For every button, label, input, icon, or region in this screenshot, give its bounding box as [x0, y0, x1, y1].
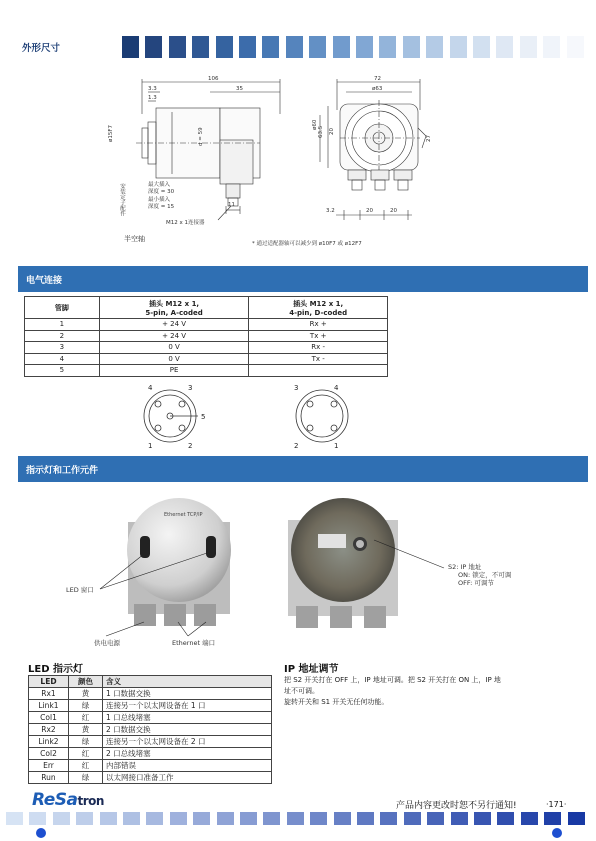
side-note-2: 深度 = 30 — [148, 189, 175, 195]
led-name: Rx1 — [29, 688, 69, 700]
footer-square — [6, 812, 23, 825]
footer-square — [76, 812, 93, 825]
logo-part-b: tron — [77, 794, 104, 808]
footer-notice: 产品内容更改时恕不另行通知! — [396, 801, 517, 811]
footer-dot-left — [36, 828, 46, 838]
header-square — [239, 36, 256, 58]
ip-line-3: 旋转开关和 S1 开关无任何功能。 — [284, 698, 389, 706]
section-electrical — [18, 266, 588, 292]
led-name: Col2 — [29, 748, 69, 760]
power-label: 供电电源 — [94, 639, 120, 647]
led-col-color: 颜色 — [69, 676, 103, 688]
logo — [32, 790, 104, 810]
led-meaning: 1 口总线堵塞 — [103, 712, 272, 724]
side-note-3: 最小插入 — [148, 197, 171, 203]
header-square — [450, 36, 467, 58]
dim-3-2: 3.2 — [326, 208, 335, 214]
pin-row — [25, 365, 388, 377]
header-square — [192, 36, 209, 58]
ip-body — [284, 675, 524, 708]
footer-square — [287, 812, 304, 825]
led-row — [29, 724, 272, 736]
footer-square — [357, 812, 374, 825]
c4-pin1: 1 — [334, 442, 339, 450]
led-row — [29, 772, 272, 784]
ethernet-label: Ethernet 端口 — [172, 639, 216, 647]
led-col-led: LED — [29, 676, 69, 688]
footer-square — [123, 812, 140, 825]
dim-27: 27 — [426, 135, 432, 142]
connector-diagrams — [140, 382, 360, 452]
header-square — [567, 36, 584, 58]
col-5pin-line2: 5-pin, A-coded — [145, 308, 203, 317]
led-meaning: 内部错误 — [103, 760, 272, 772]
ip-title: IP 地址调节 — [284, 664, 339, 675]
c4-pin3: 3 — [294, 384, 299, 392]
pin-cell: Tx + — [249, 330, 388, 342]
header-square — [216, 36, 233, 58]
footer-square — [451, 812, 468, 825]
dim-60: ø60 — [312, 119, 318, 130]
header-square — [169, 36, 186, 58]
footer-square — [240, 812, 257, 825]
led-color: 绿 — [69, 700, 103, 712]
header-square — [286, 36, 303, 58]
header-square — [356, 36, 373, 58]
led-row — [29, 748, 272, 760]
s2-note — [448, 563, 511, 587]
pin-cell: 0 V — [99, 353, 249, 365]
led-window-label: LED 窗口 — [66, 586, 94, 594]
header-square — [496, 36, 513, 58]
indicator-photos — [60, 494, 500, 654]
dim-shaft: ø15F7 — [108, 124, 114, 142]
pin-row — [25, 353, 388, 365]
led-title: LED 指示灯 — [28, 664, 83, 675]
footer-square — [544, 812, 561, 825]
dim-11: 11 — [228, 202, 235, 208]
footer-square — [521, 812, 538, 825]
c5-pin5: 5 — [201, 413, 206, 421]
section-indicators — [18, 456, 588, 482]
logo-part-a: ReSa — [32, 790, 78, 810]
connector-note: M12 x 1连接器 — [166, 220, 205, 226]
pin-cell: + 24 V — [99, 319, 249, 331]
side-note-4: 深度 = 15 — [148, 204, 175, 210]
header-square — [520, 36, 537, 58]
header-square — [262, 36, 279, 58]
led-meaning: 2 口总线堵塞 — [103, 748, 272, 760]
dim-20: 20 — [329, 128, 335, 135]
dim-20b: 20 — [390, 208, 397, 214]
led-meaning: 2 口数据交换 — [103, 724, 272, 736]
footer-square — [334, 812, 351, 825]
footer-square — [474, 812, 491, 825]
footer-square — [217, 812, 234, 825]
c5-pin3: 3 — [188, 384, 193, 392]
footer-square — [29, 812, 46, 825]
header-square — [543, 36, 560, 58]
pin-cell: 0 V — [99, 342, 249, 354]
led-color: 红 — [69, 748, 103, 760]
shaft-label: 半空轴 — [124, 235, 145, 243]
pin-cell: 1 — [25, 319, 100, 331]
led-row — [29, 736, 272, 748]
led-table — [28, 675, 272, 784]
pin-row — [25, 319, 388, 331]
led-name: Link2 — [29, 736, 69, 748]
dim-63-5: 63.5 — [318, 125, 324, 138]
dimension-drawings — [100, 70, 580, 260]
led-row — [29, 760, 272, 772]
side-note-1: 最大插入 — [148, 182, 171, 188]
footer-square — [146, 812, 163, 825]
pin-cell: 4 — [25, 353, 100, 365]
dim-20a: 20 — [366, 208, 373, 214]
header-square — [379, 36, 396, 58]
col-5pin-line1: 插头 M12 x 1, — [149, 299, 200, 308]
c5-pin1: 1 — [148, 442, 153, 450]
device-label: Ethernet TCP/IP — [164, 512, 203, 518]
led-color: 绿 — [69, 772, 103, 784]
dim-35: 35 — [236, 86, 243, 92]
header-square — [333, 36, 350, 58]
led-meaning: 以太网接口准备工作 — [103, 772, 272, 784]
c4-pin2: 2 — [294, 442, 299, 450]
led-col-meaning: 含义 — [103, 676, 272, 688]
led-meaning: 连接另一个以太网设备在 1 口 — [103, 700, 272, 712]
footer-square — [404, 812, 421, 825]
footer-dot-right — [552, 828, 562, 838]
led-color: 黄 — [69, 688, 103, 700]
led-color: 黄 — [69, 724, 103, 736]
page-number: ·171· — [546, 800, 567, 809]
led-name: Col1 — [29, 712, 69, 724]
pin-cell: 2 — [25, 330, 100, 342]
col-pin: 管脚 — [25, 297, 100, 319]
s2-line-3: OFF: 可调节 — [458, 579, 494, 587]
footer-square — [568, 812, 585, 825]
led-color: 绿 — [69, 736, 103, 748]
s2-line-1: S2: IP 地址 — [448, 563, 482, 571]
dim-72: 72 — [374, 76, 381, 82]
s2-line-2: ON: 锁定，不可调 — [458, 571, 512, 579]
page-title: 外形尺寸 — [22, 43, 61, 54]
pin-cell: Tx - — [249, 353, 388, 365]
footer-square — [193, 812, 210, 825]
pin-row — [25, 342, 388, 354]
pin-table — [24, 296, 388, 377]
footer-square — [53, 812, 70, 825]
c4-pin4: 4 — [334, 384, 339, 392]
pin-cell: Rx + — [249, 319, 388, 331]
c5-pin2: 2 — [188, 442, 193, 450]
section-indicators-title: 指示灯和工作元件 — [26, 466, 99, 476]
vertical-note: 安装定子配件 — [119, 183, 125, 216]
footer-square — [263, 812, 280, 825]
footer-square — [380, 812, 397, 825]
dim-106: 106 — [208, 76, 219, 82]
header-square — [473, 36, 490, 58]
footer-square — [170, 812, 187, 825]
led-name: Err — [29, 760, 69, 772]
pin-cell: + 24 V — [99, 330, 249, 342]
ip-line-2: 址不可调。 — [284, 687, 319, 695]
led-meaning: 连接另一个以太网设备在 2 口 — [103, 736, 272, 748]
header-square — [309, 36, 326, 58]
led-name: Rx2 — [29, 724, 69, 736]
pin-cell: PE — [99, 365, 249, 377]
led-name: Link1 — [29, 700, 69, 712]
dim-3-3: 3.3 — [148, 86, 157, 92]
header-strip — [18, 36, 588, 58]
led-meaning: 1 口数据交换 — [103, 688, 272, 700]
footer-square — [427, 812, 444, 825]
footer-square — [497, 812, 514, 825]
dim-1-3: 1.3 — [148, 95, 157, 101]
pin-row — [25, 330, 388, 342]
footer-square — [100, 812, 117, 825]
footnote: * 通过适配器轴可以减少到 ø10F7 或 ø12F7 — [252, 241, 362, 247]
col-4pin-line1: 插头 M12 x 1, — [293, 299, 344, 308]
col-4pin-line2: 4-pin, D-coded — [289, 308, 348, 317]
dim-63: ø63 — [372, 86, 383, 92]
led-color: 红 — [69, 760, 103, 772]
dim-body: d = 59 — [198, 127, 204, 146]
footer-square — [310, 812, 327, 825]
header-square — [426, 36, 443, 58]
led-row — [29, 700, 272, 712]
led-color: 红 — [69, 712, 103, 724]
led-row — [29, 712, 272, 724]
pin-cell — [249, 365, 388, 377]
col-4pin — [249, 297, 388, 319]
ip-line-1: 把 S2 开关打在 OFF 上，IP 地址可调。把 S2 开关打在 ON 上，IP 地 — [284, 676, 501, 684]
led-name: Run — [29, 772, 69, 784]
col-5pin — [99, 297, 249, 319]
led-row — [29, 688, 272, 700]
pin-cell: 3 — [25, 342, 100, 354]
section-electrical-title: 电气连接 — [26, 276, 63, 286]
c5-pin4: 4 — [148, 384, 153, 392]
pin-cell: 5 — [25, 365, 100, 377]
header-square — [122, 36, 139, 58]
header-square — [403, 36, 420, 58]
pin-cell: Rx - — [249, 342, 388, 354]
header-square — [145, 36, 162, 58]
